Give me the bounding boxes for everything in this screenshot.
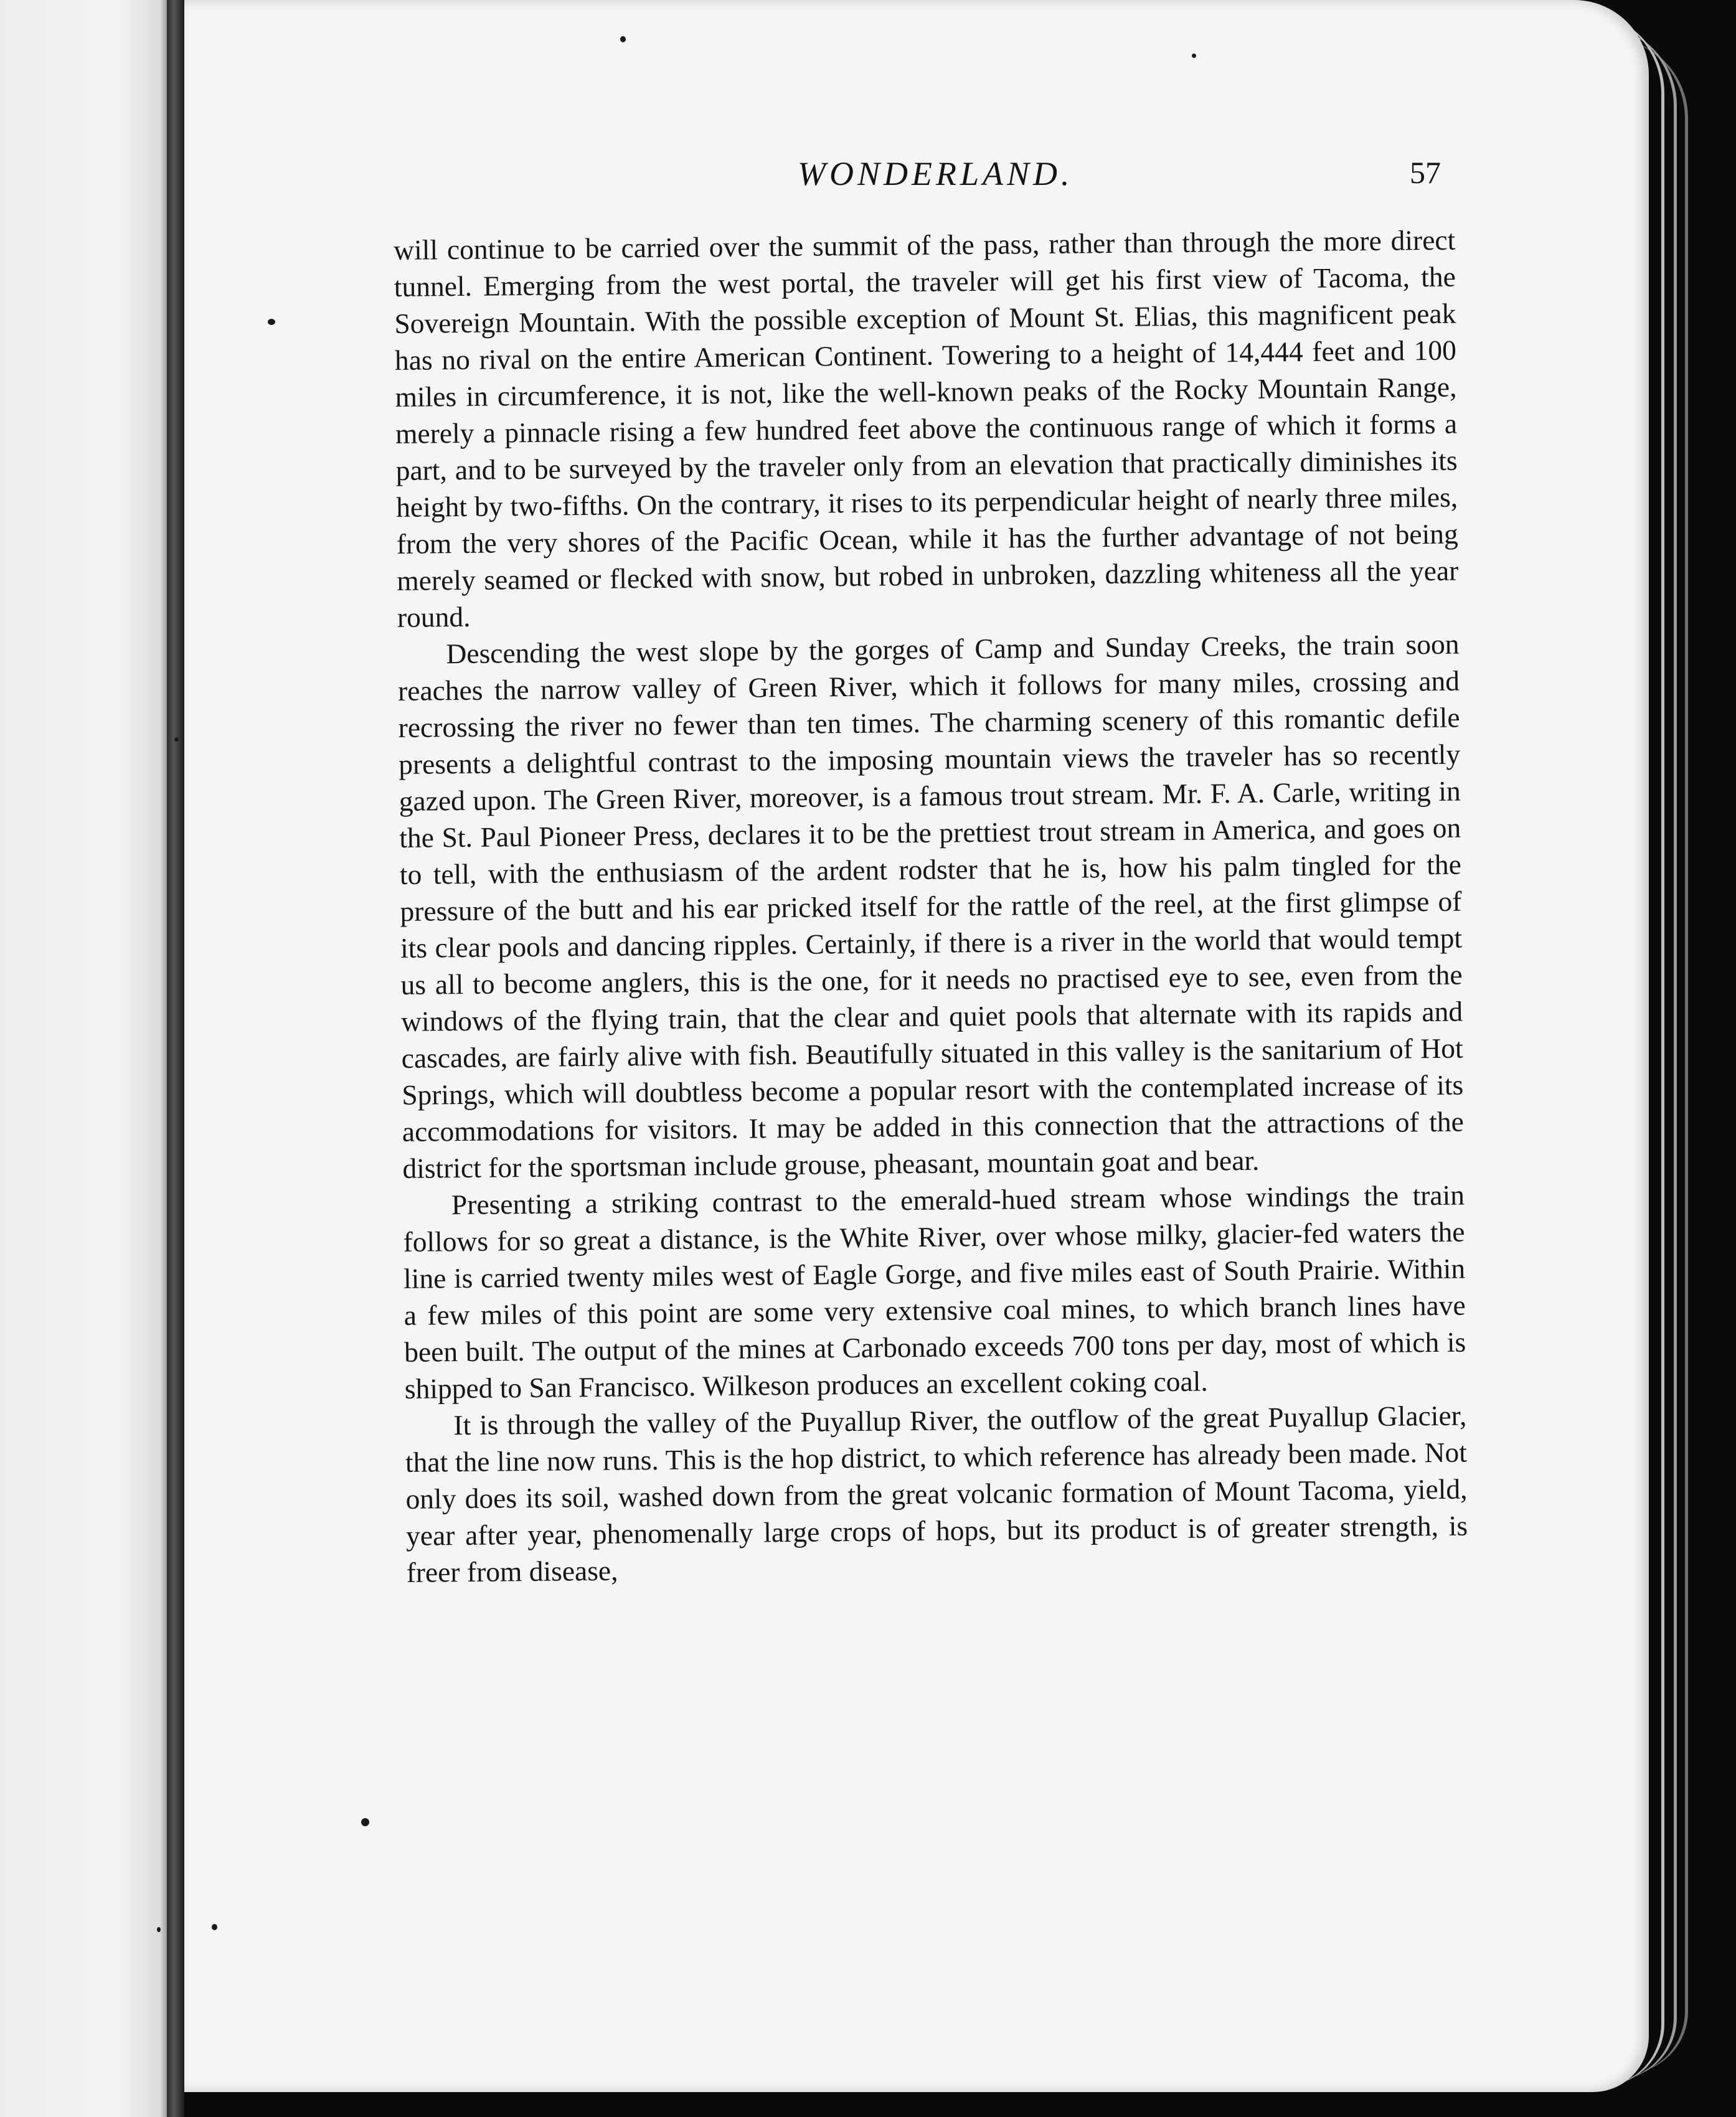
speck — [268, 319, 275, 325]
speck — [157, 1927, 161, 1932]
paragraph: will continue to be carried over the summit of the pass, rather than through the more direct tunnel. Emerging from the west portal, the traveler will get his first view of Tacoma, the Sovereign Mountain. With the possible exception of Mount St. Elias, this magnificent peak has no rival on the entire American Continent. Towering to a height of 14,444 feet and 100 miles in circumference, it is not, like the well-known peaks of the Rocky Mountain Range, merely a pinnacle rising a few hundred feet above the continuous range of which it forms a part, and to be surveyed by the traveler only from an elevation that practically diminishes its height by two-fifths. On the contrary, it rises to its perpendicular height of nearly three miles, from the very shores of the Pacific Ocean, while it has the further advantage of not being merely seamed or flecked with snow, but robed in unbroken, dazzling whiteness all the year round. — [394, 224, 1459, 633]
speck — [212, 1924, 217, 1930]
paragraph: It is through the valley of the Puyallup River, the outflow of the great Puyallup Glacier, that the line now runs. This is the hop district, to which reference has already been made. Not only does its soil, washed down from the great volcanic formation of Mount Tacoma, yield, year after year, phenomenally large crops of hops, but its product is of greater strength, is freer from disease, — [405, 1399, 1468, 1588]
speck — [1192, 54, 1196, 58]
book-page — [184, 0, 1649, 2092]
speck — [361, 1818, 369, 1826]
speck — [174, 737, 179, 742]
paragraph: Descending the west slope by the gorges of Camp and Sunday Creeks, the train soon reaches the narrow valley of Green River, which it follows for many miles, crossing and recrossing the river no fewer than ten times. The charming scenery of this romantic defile presents a delightful contrast to the imposing mountain views the traveler has so recently gazed upon. The Green River, moreover, is a famous trout stream. Mr. F. A. Carle, writing in the St. Paul Pioneer Press, declares it to be the prettiest trout stream in America, and goes on to tell, with the enthusiasm of the ardent rodster that he is, how his palm tingled for the pressure of the butt and his ear pricked itself for the rattle of the reel, at the first glimpse of its clear pools and dancing ripples. Certainly, if there is a river in the world that would tempt us all to become anglers, this is the one, for it needs no practised eye to see, even from the windows of the flying train, that the clear and quiet pools that alternate with its rapids and cascades, are fairly alive with fish. Beautifully situated in this valley is the sanitarium of Hot Springs, which will doubtless become a popular resort with the contemplated increase of its accommodations for visitors. It may be added in this connection that the attractions of the district for the sportsman include grouse, pheasant, mountain goat and bear. — [397, 628, 1465, 1184]
paragraph: Presenting a striking contrast to the emerald-hued stream whose windings the train follows for so great a distance, is the White River, over whose milky, glacier-fed waters the line is carried twenty miles west of Eagle Gorge, and five miles east of South Prairie. Within a few miles of this point are some very extensive coal mines, to which branch lines have been built. The output of the mines at Carbonado exceeds 700 tons per day, most of which is shipped to San Francisco. Wilkeson produces an excellent coking coal. — [403, 1179, 1466, 1405]
body-text — [394, 222, 1468, 1591]
speck — [620, 36, 626, 42]
page-header — [184, 154, 1649, 204]
book-gutter — [167, 0, 184, 2117]
running-title: WONDERLAND. — [798, 155, 1073, 192]
page-number: 57 — [1410, 155, 1441, 190]
left-facing-page — [0, 0, 167, 2117]
